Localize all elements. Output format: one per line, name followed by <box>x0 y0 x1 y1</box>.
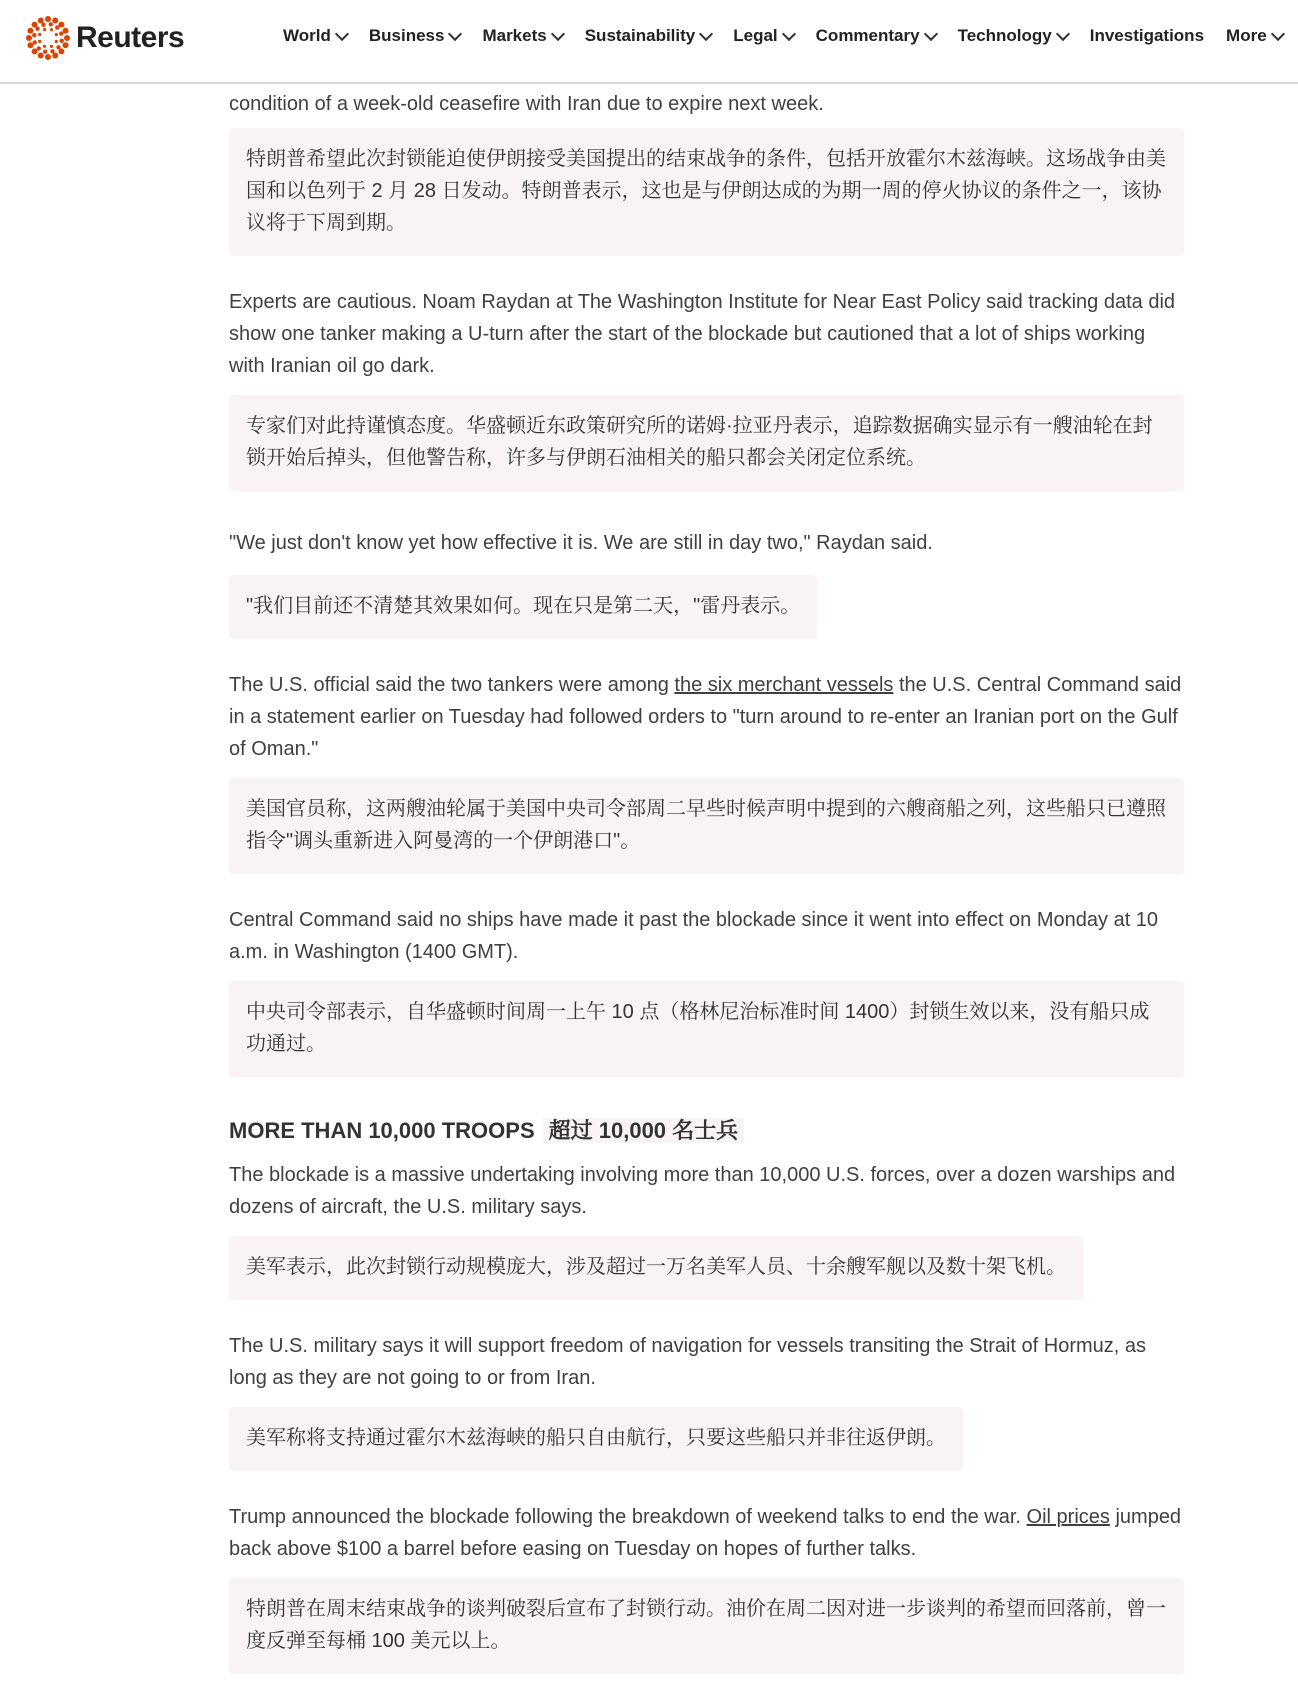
logo-dot <box>58 48 64 54</box>
translation-block: 专家们对此持谨慎态度。华盛顿近东政策研究所的诺姆·拉亚丹表示，追踪数据确实显示有一艘油轮在封锁开始后掉头，但他警告称，许多与伊朗石油相关的船只都会关闭定位系统。 <box>229 395 1184 491</box>
translation-block: 中央司令部表示，自华盛顿时间周一上午 10 点（格林尼治标准时间 1400）封锁生效以来，没有船只成功通过。 <box>229 981 1184 1077</box>
paragraph: Central Command said no ships have made it past the blockade since it went into effect on Monday at 10 a.m. in Washington (1400 GMT). <box>229 909 1159 963</box>
translation-block: 美国官员称，这两艘油轮属于美国中央司令部周二早些时候声明中提到的六艘商船之列，这些船只已遵照指令"调头重新进入阿曼湾的一个伊朗港口"。 <box>229 778 1184 874</box>
nav-item-sustainability[interactable] <box>585 26 712 46</box>
paragraph-cut: condition of a week-old ceasefire with Iran due to expire next week. <box>229 93 824 115</box>
logo-dot <box>32 48 38 54</box>
logo-dot <box>50 49 54 53</box>
logo-dot <box>49 22 53 26</box>
heading-text: MORE THAN 10,000 TROOPS <box>229 1118 535 1143</box>
nav-label: Legal <box>733 26 778 45</box>
section-heading <box>229 1115 1184 1147</box>
nav-item-business[interactable] <box>369 26 461 46</box>
text: Trump announced the blockade following the breakdown of weekend talks to end the war. <box>229 1506 1027 1528</box>
logo-dot <box>60 39 64 43</box>
translation-block: "我们目前还不清楚其效果如何。现在只是第二天，"雷丹表示。 <box>229 575 817 639</box>
logo-dot <box>59 31 63 35</box>
logo-dot <box>63 42 69 48</box>
translation-block: 特朗普在周末结束战争的谈判破裂后宣布了封锁行动。油价在周二因对进一步谈判的希望而回落前，曾一度反弹至每桶 100 美元以上。 <box>229 1578 1184 1674</box>
logo-dot <box>27 28 33 34</box>
reuters-logo[interactable] <box>26 16 184 60</box>
chevron-down-icon <box>335 26 349 40</box>
logo-dot <box>43 45 46 48</box>
logo-dot <box>38 17 44 23</box>
nav-label: Investigations <box>1089 26 1205 45</box>
reuters-logo-icon <box>26 16 70 60</box>
nav-label: Sustainability <box>584 26 696 45</box>
logo-dot <box>35 27 39 31</box>
logo-dot <box>56 45 60 49</box>
chevron-down-icon <box>782 26 796 40</box>
paragraph <box>229 669 1184 765</box>
text: the U.S. Central Command said in a statement earlier on Tuesday had followed orders to "turn around to re-enter an Iranian port on the Gulf of Oman." <box>229 674 1182 760</box>
logo-dot <box>55 40 58 43</box>
logo-dot <box>32 33 36 37</box>
brand-name: Reuters <box>76 21 185 54</box>
logo-dot <box>38 33 41 36</box>
logo-dot <box>41 23 45 27</box>
logo-dot <box>38 40 41 43</box>
paragraph <box>229 1501 1184 1565</box>
chevron-down-icon <box>699 26 713 40</box>
logo-dot <box>52 53 58 59</box>
logo-dot <box>38 53 44 59</box>
translation-block: 特朗普希望此次封锁能迫使伊朗接受美国提出的结束战争的条件，包括开放霍尔木兹海峡。这场战争由美国和以色列于 2 月 28 日发动。特朗普表示，这也是与伊朗达成的为期一周的停火协议的条件之一，该协议将于下周到期。 <box>229 128 1184 256</box>
chevron-down-icon <box>1271 26 1285 40</box>
paragraph: Experts are cautious. Noam Raydan at The Washington Institute for Near East Policy said tracking data did show one tanker making a U-turn after the start of the blockade but cautioned that a lot of ships working with Iranian oil go dark. <box>229 291 1176 377</box>
paragraph: "We just don't know yet how effective it is. We are still in day two," Raydan said. <box>229 532 933 554</box>
nav-label: More <box>1226 26 1267 45</box>
chevron-down-icon <box>551 26 565 40</box>
text: jumped back above $100 a barrel before easing on Tuesday on hopes of further talks. <box>229 1506 1182 1560</box>
nav-item-technology[interactable] <box>958 26 1068 46</box>
logo-dot <box>26 35 32 41</box>
logo-dot <box>55 33 58 36</box>
chevron-down-icon <box>1056 26 1070 40</box>
chevron-down-icon <box>924 26 938 40</box>
nav-label: Markets <box>482 26 547 45</box>
main-nav <box>283 26 1283 46</box>
logo-dot <box>52 17 58 23</box>
nav-label: Commentary <box>815 26 920 45</box>
nav-item-more[interactable] <box>1226 26 1283 46</box>
logo-dot <box>50 28 53 31</box>
site-header <box>0 0 1298 84</box>
nav-item-world[interactable] <box>283 26 347 46</box>
article-body <box>229 88 1184 1704</box>
paragraph: The U.S. military says it will support freedom of navigation for vessels transiting the Strait of Hormuz, as long as they are not going to or from Iran. <box>229 1335 1147 1389</box>
nav-item-investigations[interactable] <box>1090 26 1204 46</box>
logo-dot <box>43 28 46 31</box>
logo-dot <box>50 45 53 48</box>
nav-label: Business <box>368 26 445 45</box>
paragraph: The blockade is a massive undertaking involving more than 10,000 U.S. forces, over a dozen warships and dozens of aircraft, the U.S. military says. <box>229 1164 1176 1218</box>
logo-dot <box>58 22 64 28</box>
nav-label: World <box>283 26 331 45</box>
oil-prices-link[interactable]: Oil prices <box>1026 1506 1110 1528</box>
logo-dot <box>63 28 69 34</box>
translation-block: 美军表示，此次封锁行动规模庞大，涉及超过一万名美军人员、十余艘军舰以及数十架飞机。 <box>229 1236 1083 1300</box>
nav-item-markets[interactable] <box>482 26 562 46</box>
logo-dot <box>64 35 70 41</box>
logo-dot <box>43 50 47 54</box>
nav-item-legal[interactable] <box>733 26 793 46</box>
logo-dot <box>37 46 41 50</box>
nav-label: Technology <box>957 26 1052 45</box>
heading-translation: 超过 10,000 名士兵 <box>543 1118 745 1143</box>
text: The U.S. official said the two tankers were among <box>229 674 675 696</box>
logo-dot <box>45 54 51 60</box>
nav-item-commentary[interactable] <box>816 26 936 46</box>
logo-dot <box>27 42 33 48</box>
translation-block: 美军称将支持通过霍尔木兹海峡的船只自由航行，只要这些船只并非往返伊朗。 <box>229 1407 963 1471</box>
chevron-down-icon <box>448 26 462 40</box>
logo-dot <box>32 22 38 28</box>
logo-dot <box>45 16 51 22</box>
logo-dot <box>55 25 59 29</box>
logo-dot <box>33 40 37 44</box>
six-merchant-vessels-link[interactable]: the six merchant vessels <box>674 674 894 696</box>
